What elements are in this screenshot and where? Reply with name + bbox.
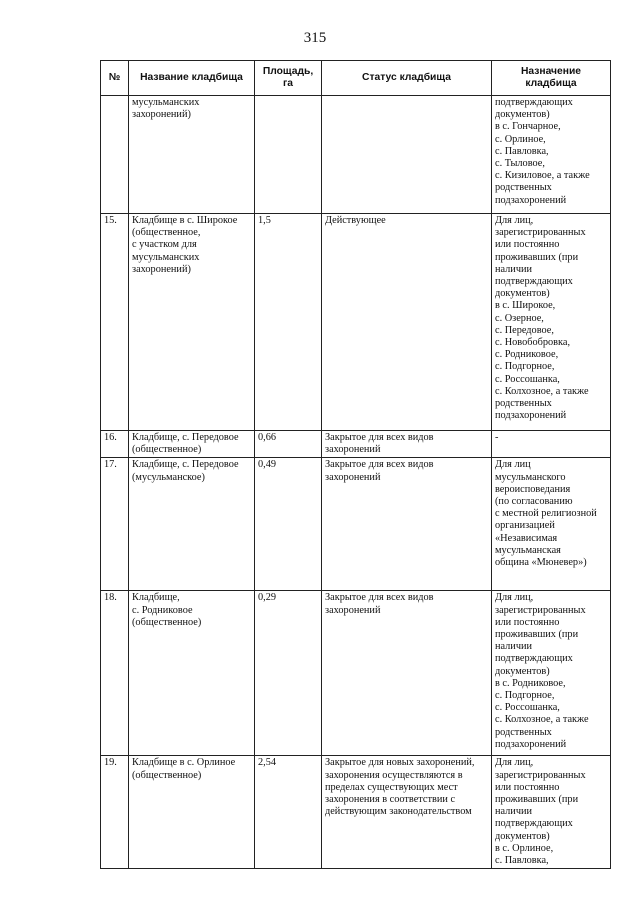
cell-purpose: - <box>492 431 611 458</box>
cell-area: 0,29 <box>255 591 322 756</box>
cell-area: 0,66 <box>255 431 322 458</box>
cell-area: 0,49 <box>255 458 322 591</box>
cell-status: Закрытое для всех видов захоронений <box>322 458 492 591</box>
cell-num: 17. <box>101 458 129 591</box>
cell-purpose: Для лиц мусульманского вероисповедания (по согласованию с местной религиозной организацией «Независимая мусульманская община «Мюневер») <box>492 458 611 591</box>
header-purpose: Назначение кладбища <box>492 61 611 96</box>
cell-status: Закрытое для всех видов захоронений <box>322 431 492 458</box>
cell-purpose: Для лиц, зарегистрированных или постоянно проживавших (при наличии подтверждающих документов) в с. Родниковое, с. Подгорное, с. Россошанка, с. Колхозное, а также родственных подзахоронений <box>492 591 611 756</box>
header-status: Статус кладбища <box>322 61 492 96</box>
cell-num: 15. <box>101 214 129 431</box>
header-name: Название кладбища <box>129 61 255 96</box>
table-row <box>101 96 611 214</box>
table-row <box>101 431 611 458</box>
cell-name: мусульманских захоронений) <box>129 96 255 214</box>
cell-purpose: Для лиц, зарегистрированных или постоянно проживавших (при наличии подтверждающих документов) в с. Широкое, с. Озерное, с. Передовое, с. Новобобровка, с. Родниковое, с. Подгорное, с. Россошанка, с. Колхозное, а также родственных подзахоронений <box>492 214 611 431</box>
table-body <box>101 96 611 869</box>
table-row <box>101 214 611 431</box>
cemetery-table <box>100 60 611 869</box>
cell-num <box>101 96 129 214</box>
page-number: 315 <box>303 30 327 46</box>
cell-num: 18. <box>101 591 129 756</box>
table-row <box>101 756 611 869</box>
cell-num: 16. <box>101 431 129 458</box>
cell-name: Кладбище в с. Широкое (общественное, с участком для мусульманских захоронений) <box>129 214 255 431</box>
cell-area: 1,5 <box>255 214 322 431</box>
cell-status: Закрытое для всех видов захоронений <box>322 591 492 756</box>
cell-area: 2,54 <box>255 756 322 869</box>
table-row <box>101 591 611 756</box>
header-num: № <box>101 61 129 96</box>
cell-status: Закрытое для новых захоронений, захоронения осуществляются в пределах существующих мест захоронения в соответствии с действующим законодательством <box>322 756 492 869</box>
table-header-row <box>101 61 611 96</box>
cell-name: Кладбище, с. Передовое (общественное) <box>129 431 255 458</box>
table-row <box>101 458 611 591</box>
cell-area <box>255 96 322 214</box>
cell-num: 19. <box>101 756 129 869</box>
cell-purpose: подтверждающих документов) в с. Гончарное, с. Орлиное, с. Павловка, с. Тыловое, с. Кизиловое, а также родственных подзахоронений <box>492 96 611 214</box>
cell-status: Действующее <box>322 214 492 431</box>
cell-name: Кладбище, с. Передовое (мусульманское) <box>129 458 255 591</box>
cell-purpose: Для лиц, зарегистрированных или постоянно проживавших (при наличии подтверждающих документов) в с. Орлиное, с. Павловка, <box>492 756 611 869</box>
cell-name: Кладбище в с. Орлиное (общественное) <box>129 756 255 869</box>
cell-name: Кладбище, с. Родниковое (общественное) <box>129 591 255 756</box>
cell-status <box>322 96 492 214</box>
header-area: Площадь, га <box>255 61 322 96</box>
